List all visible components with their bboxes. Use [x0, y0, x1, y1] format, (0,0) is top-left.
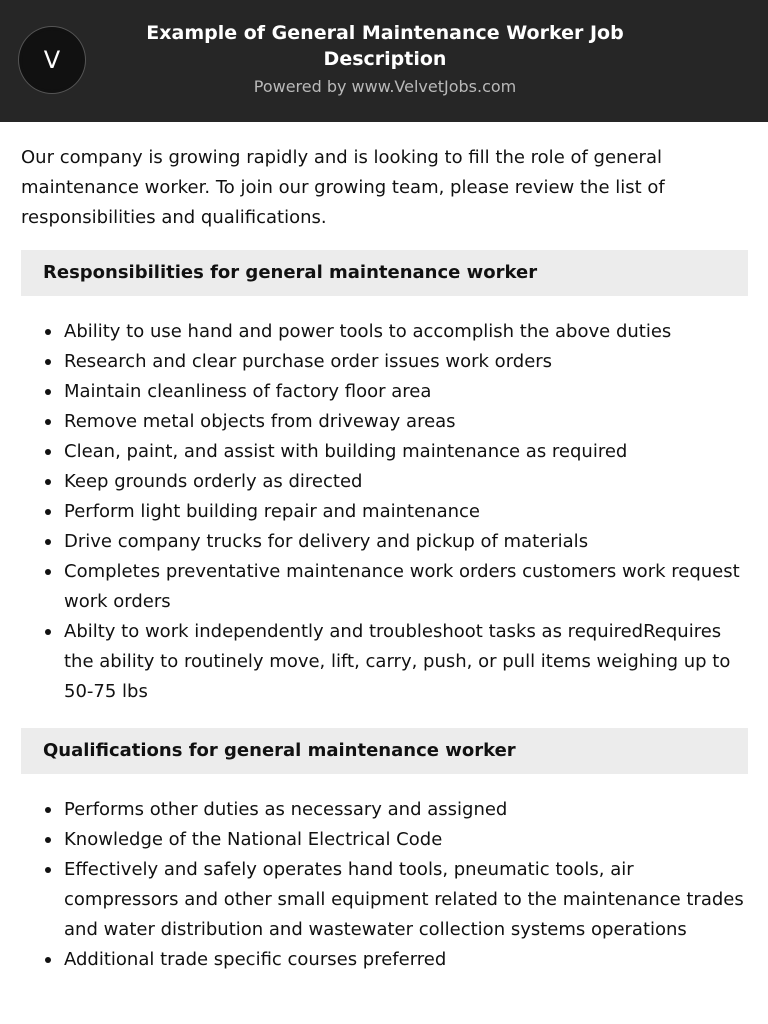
- responsibilities-heading: Responsibilities for general maintenance worker: [21, 250, 748, 296]
- list-item: [21, 855, 748, 945]
- list-item-text: Effectively and safely operates hand tools, pneumatic tools, air compressors and other small equipment related to the maintenance trades and water distribution and wastewater collection systems operations: [64, 859, 744, 940]
- bullet-icon: [45, 449, 51, 455]
- list-item-text: Keep grounds orderly as directed: [64, 471, 363, 492]
- list-item-text: Abilty to work independently and troubleshoot tasks as requiredRequires the ability to routinely move, lift, carry, push, or pull items weighing up to 50-75 lbs: [64, 621, 731, 702]
- list-item-text: Drive company trucks for delivery and pickup of materials: [64, 531, 589, 552]
- bullet-icon: [45, 359, 51, 365]
- bullet-icon: [45, 539, 51, 545]
- logo-letter: V: [43, 46, 61, 74]
- list-item-text: Performs other duties as necessary and assigned: [64, 799, 508, 820]
- list-item: [21, 617, 748, 707]
- bullet-icon: [45, 569, 51, 575]
- bullet-icon: [45, 957, 51, 963]
- list-item: [21, 437, 748, 467]
- qualifications-list: [21, 795, 748, 975]
- list-item: [21, 945, 748, 975]
- list-item-text: Perform light building repair and maintenance: [64, 501, 480, 522]
- page-title: Example of General Maintenance Worker Job Description: [146, 22, 624, 70]
- bullet-icon: [45, 837, 51, 843]
- list-item-text: Maintain cleanliness of factory floor area: [64, 381, 432, 402]
- velvetjobs-logo[interactable]: [22, 30, 82, 90]
- bullet-icon: [45, 479, 51, 485]
- responsibilities-list: [21, 317, 748, 707]
- bullet-icon: [45, 867, 51, 873]
- bullet-icon: [45, 419, 51, 425]
- bullet-icon: [45, 629, 51, 635]
- list-item: [21, 467, 748, 497]
- powered-by-text: Powered by www.VelvetJobs.com: [253, 77, 517, 96]
- list-item-text: Additional trade specific courses preferred: [64, 949, 447, 970]
- list-item-text: Completes preventative maintenance work orders customers work request work orders: [64, 561, 740, 612]
- list-item-text: Remove metal objects from driveway areas: [64, 411, 456, 432]
- bullet-icon: [45, 807, 51, 813]
- bullet-icon: [45, 509, 51, 515]
- list-item: [21, 407, 748, 437]
- list-item: [21, 825, 748, 855]
- list-item-text: Knowledge of the National Electrical Code: [64, 829, 443, 850]
- list-item: [21, 377, 748, 407]
- list-item: [21, 527, 748, 557]
- list-item: [21, 497, 748, 527]
- list-item-text: Ability to use hand and power tools to accomplish the above duties: [64, 321, 672, 342]
- list-item-text: Clean, paint, and assist with building maintenance as required: [64, 441, 628, 462]
- qualifications-heading: Qualifications for general maintenance worker: [21, 728, 748, 774]
- list-item-text: Research and clear purchase order issues work orders: [64, 351, 553, 372]
- intro-paragraph: Our company is growing rapidly and is looking to fill the role of general maintenance worker. To join our growing team, please review the list of responsibilities and qualifications.: [21, 147, 665, 228]
- list-item: [21, 317, 748, 347]
- bullet-icon: [45, 329, 51, 335]
- list-item: [21, 795, 748, 825]
- list-item: [21, 347, 748, 377]
- bullet-icon: [45, 389, 51, 395]
- page-header: [0, 0, 768, 122]
- list-item: [21, 557, 748, 617]
